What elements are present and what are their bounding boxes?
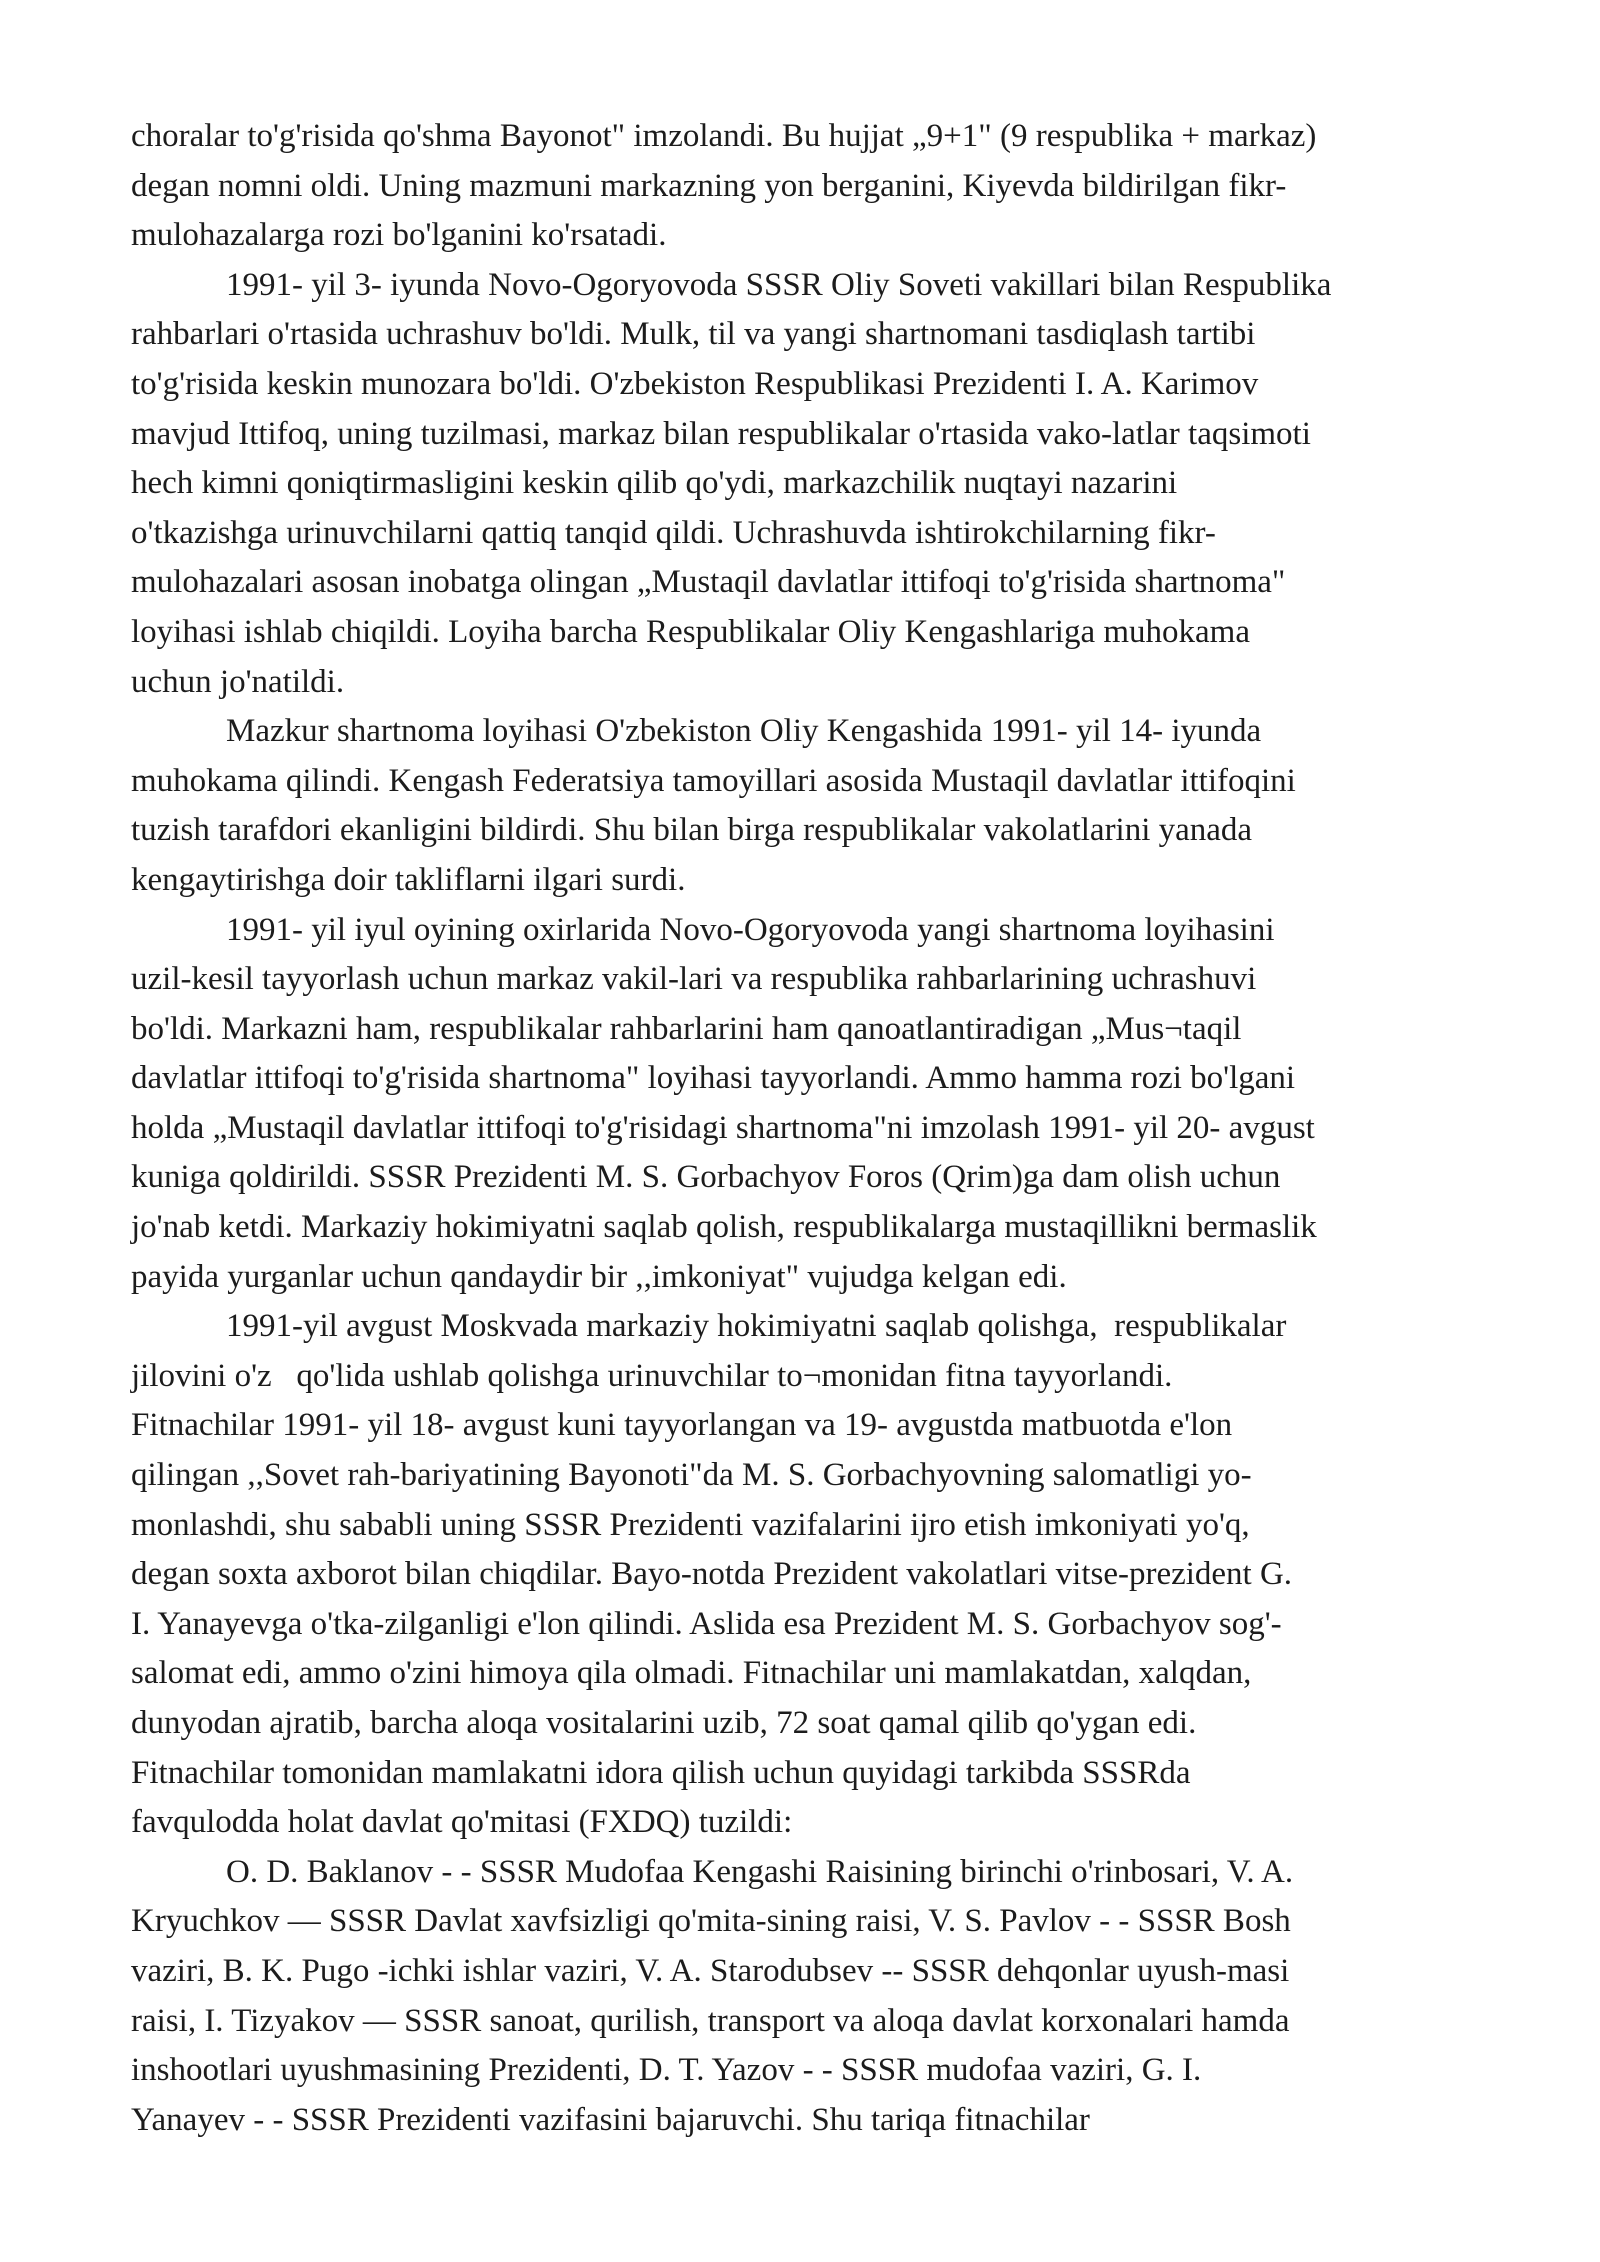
text-line: qilingan ,,Sovet rah-bariyatining Bayonoti"da M. S. Gorbachyovning salomatligi yo- [131, 1457, 1252, 1494]
paragraph-1 [131, 112, 1491, 261]
text-line: davlatlar ittifoqi to'g'risida shartnoma" loyihasi tayyorlandi. Ammo hamma rozi bo'lgani [131, 1060, 1296, 1097]
text-line: holda „Mustaqil davlatlar ittifoqi to'g'risidagi shartnoma"ni imzolash 1991- yil 20- avgust [131, 1109, 1315, 1146]
text-line: Yanayev - - SSSR Prezidenti vazifasini bajaruvchi. Shu tariqa fitnachilar [131, 2101, 1090, 2138]
text-line: salomat edi, ammo o'zini himoya qila olmadi. Fitnachilar uni mamlakatdan, xalqdan, [131, 1655, 1252, 1692]
text-line: 1991- yil 3- iyunda Novo-Ogoryovoda SSSR Oliy Soveti vakillari bilan Respublika [226, 266, 1332, 303]
text-line: uchun jo'natildi. [131, 663, 345, 700]
paragraph-4 [131, 906, 1491, 1303]
text-line: Fitnachilar tomonidan mamlakatni idora qilish uchun quyidagi tarkibda SSSRda [131, 1754, 1191, 1791]
text-line: mulohazalarga rozi bo'lganini ko'rsatadi. [131, 217, 667, 254]
text-line: inshootlari uyushmasining Prezidenti, D. T. Yazov - - SSSR mudofaa vaziri, G. I. [131, 2052, 1202, 2089]
text-line: degan nomni oldi. Uning mazmuni markazning yon berganini, Kiyevda bildirilgan fikr- [131, 167, 1287, 204]
text-line: I. Yanayevga o'tka-zilganligi e'lon qilindi. Aslida esa Prezident M. S. Gorbachyov sog'- [131, 1605, 1282, 1642]
text-line: jo'nab ketdi. Markaziy hokimiyatni saqlab qolish, respublikalarga mustaqillikni bermaslik [131, 1209, 1317, 1246]
text-line: bo'ldi. Markazni ham, respublikalar rahbarlarini ham qanoatlantiradigan „Mus¬taqil [131, 1010, 1242, 1047]
text-line: O. D. Baklanov - - SSSR Mudofaa Kengashi Raisining birinchi o'rinbosari, V. A. [226, 1853, 1294, 1890]
text-line: favqulodda holat davlat qo'mitasi (FXDQ) tuzildi: [131, 1804, 793, 1841]
text-line: choralar to'g'risida qo'shma Bayonot" imzolandi. Bu hujjat „9+1" (9 respublika + markaz) [131, 118, 1317, 154]
paragraph-5 [131, 1302, 1491, 1848]
text-line: Mazkur shartnoma loyihasi O'zbekiston Oliy Kengashida 1991- yil 14- iyunda [226, 713, 1262, 750]
text-line: tuzish tarafdori ekanligini bildirdi. Shu bilan birga respublikalar vakolatlarini yanada [131, 812, 1253, 849]
text-line: raisi, I. Tizyakov — SSSR sanoat, qurilish, transport va aloqa davlat korxonalari hamda [131, 2002, 1290, 2039]
paragraph-2 [131, 261, 1491, 707]
text-line: degan soxta axborot bilan chiqdilar. Bayo-notda Prezident vakolatlari vitse-prezident G. [131, 1556, 1293, 1593]
paragraph-6 [131, 1848, 1491, 2146]
text-line: mulohazalari asosan inobatga olingan „Mustaqil davlatlar ittifoqi to'g'risida shartnoma" [131, 564, 1286, 601]
text-line: Kryuchkov — SSSR Davlat xavfsizligi qo'mita-sining raisi, V. S. Pavlov - - SSSR Bosh [131, 1903, 1291, 1940]
text-line: kengaytirishga doir takliflarni ilgari surdi. [131, 861, 686, 898]
text-line: loyihasi ishlab chiqildi. Loyiha barcha Respublikalar Oliy Kengashlariga muhokama [131, 613, 1250, 650]
text-line: kuniga qoldirildi. SSSR Prezidenti M. S. Gorbachyov Foros (Qrim)ga dam olish uchun [131, 1159, 1281, 1196]
text-line: 1991-yil avgust Moskvada markaziy hokimiyatni saqlab qolishga, respublikalar [226, 1308, 1287, 1345]
text-line: vaziri, B. K. Pugo -ichki ishlar vaziri, V. A. Starodubsev -- SSSR dehqonlar uyush-masi [131, 1952, 1290, 1989]
text-line: mavjud Ittifoq, uning tuzilmasi, markaz bilan respublikalar o'rtasida vako-latlar taqsimoti [131, 415, 1311, 452]
text-line: monlashdi, shu sababli uning SSSR Prezidenti vazifalarini ijro etish imkoniyati yo'q, [131, 1506, 1250, 1543]
text-line: payida yurganlar uchun qandaydir bir ,,imkoniyat" vujudga kelgan edi. [131, 1258, 1067, 1295]
text-line: jilovini o'z qo'lida ushlab qolishga urinuvchilar to¬monidan fitna tayyorlandi. [131, 1357, 1173, 1394]
text-line: 1991- yil iyul oyining oxirlarida Novo-Ogoryovoda yangi shartnoma loyihasini [226, 911, 1275, 948]
text-line: muhokama qilindi. Kengash Federatsiya tamoyillari asosida Mustaqil davlatlar ittifoqini [131, 762, 1296, 799]
text-line: uzil-kesil tayyorlash uchun markaz vakil-lari va respublika rahbarlarining uchrashuvi [131, 961, 1257, 998]
paragraph-3 [131, 707, 1491, 905]
text-line: to'g'risida keskin munozara bo'ldi. O'zbekiston Respublikasi Prezidenti I. A. Karimov [131, 365, 1259, 402]
text-line: hech kimni qoniqtirmasligini keskin qilib qo'ydi, markazchilik nuqtayi nazarini [131, 465, 1178, 502]
text-line: dunyodan ajratib, barcha aloqa vositalarini uzib, 72 soat qamal qilib qo'ygan edi. [131, 1705, 1197, 1741]
document-page [131, 112, 1491, 2145]
text-line: Fitnachilar 1991- yil 18- avgust kuni tayyorlangan va 19- avgustda matbuotda e'lon [131, 1407, 1233, 1444]
text-line: rahbarlari o'rtasida uchrashuv bo'ldi. Mulk, til va yangi shartnomani tasdiqlash tartibi [131, 316, 1256, 353]
text-line: o'tkazishga urinuvchilarni qattiq tanqid qildi. Uchrashuvda ishtirokchilarning fikr- [131, 514, 1216, 551]
